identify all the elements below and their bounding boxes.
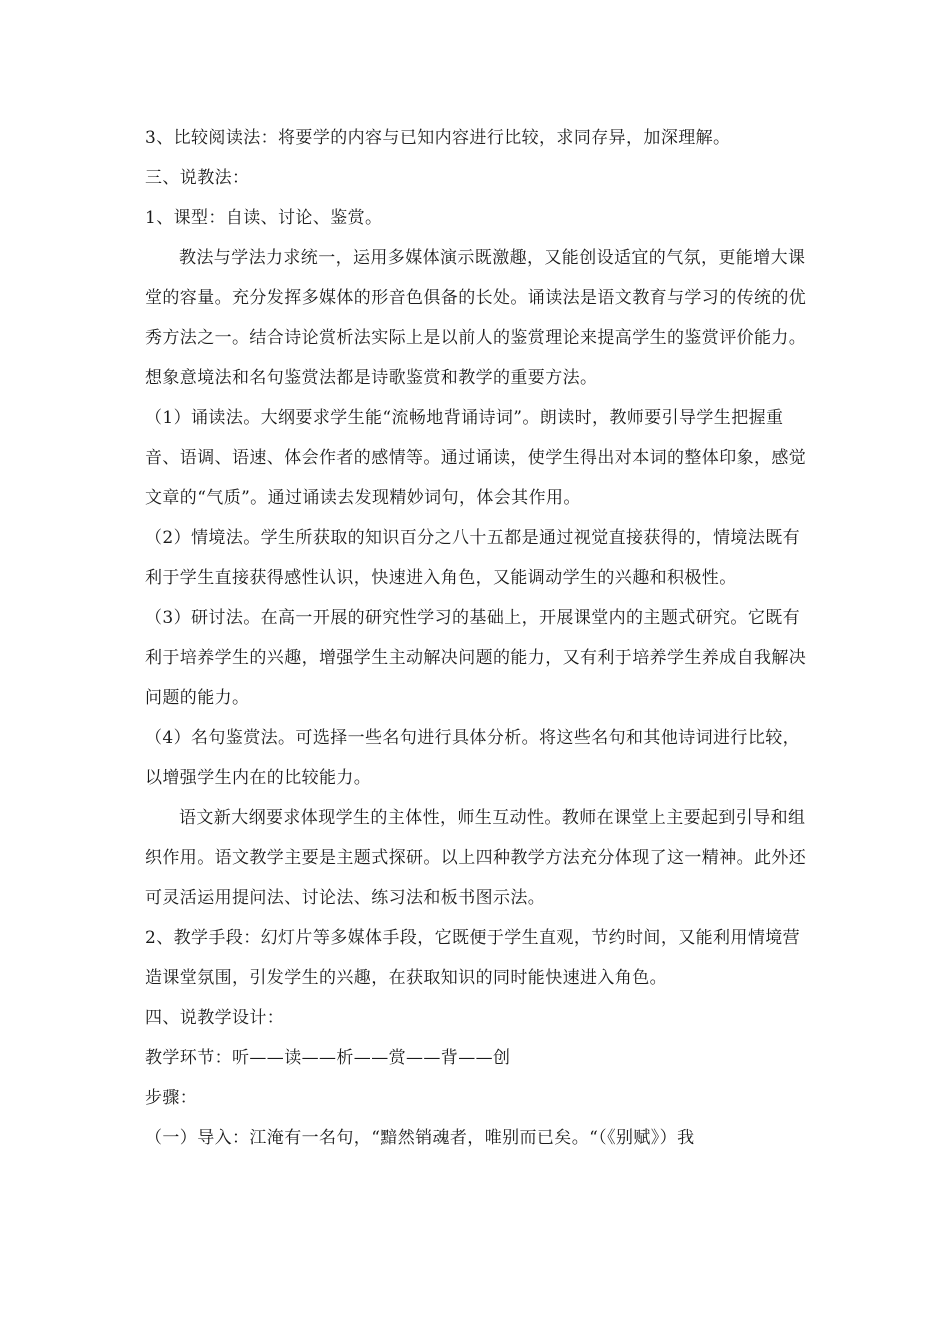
paragraph-famous-lines-method: （4）名句鉴赏法。可选择一些名句进行具体分析。将这些名句和其他诗词进行比较，以增强学生内在的比较能力。 bbox=[145, 728, 801, 788]
paragraph-situation-method: （2）情境法。学生所获取的知识百分之八十五都是通过视觉直接获得的，情境法既有利于学生直接获得感性认识，快速进入角色，又能调动学生的兴趣和积极性。 bbox=[145, 528, 801, 588]
paragraph-lesson-type: 1、课型：自读、讨论、鉴赏。 bbox=[145, 208, 383, 228]
paragraph-methods-overview: 教法与学法力求统一，运用多媒体演示既激趣，又能创设适宜的气氛，更能增大课堂的容量。充分发挥多媒体的形音色俱备的长处。诵读法是语文教育与学习的传统的优秀方法之一。结合诗论赏析法实际上是以前人的鉴赏理论来提高学生的鉴赏评价能力。想象意境法和名句鉴赏法都是诗歌鉴赏和教学的重要方法。 bbox=[145, 248, 807, 388]
paragraph-discussion-method: （3）研讨法。在高一开展的研究性学习的基础上，开展课堂内的主题式研究。它既有利于培养学生的兴趣，增强学生主动解决问题的能力，又有利于培养学生养成自我解决问题的能力。 bbox=[145, 608, 807, 708]
paragraph-steps-label: 步骤： bbox=[145, 1088, 198, 1108]
paragraph-teaching-stages: 教学环节：听——读——析——赏——背——创 bbox=[145, 1048, 511, 1068]
paragraph-recitation-method: （1）诵读法。大纲要求学生能“流畅地背诵诗词”。朗读时，教师要引导学生把握重音、语调、语速、体会作者的感情等。通过诵读，使学生得出对本词的整体印象，感觉文章的“气质”。通过诵读去发现精妙词句，体会其作用。 bbox=[145, 408, 807, 508]
paragraph-comparative-reading: 3、比较阅读法：将要学的内容与已知内容进行比较，求同存异，加深理解。 bbox=[145, 128, 731, 148]
paragraph-introduction-step: （一）导入：江淹有一名句，“黯然销魂者，唯别而已矣。“（《别赋》）我 bbox=[145, 1128, 695, 1148]
paragraph-new-syllabus: 语文新大纲要求体现学生的主体性，师生互动性。教师在课堂上主要起到引导和组织作用。语文教学主要是主题式探研。以上四种教学方法充分体现了这一精神。此外还可灵活运用提问法、讨论法、练习法和板书图示法。 bbox=[145, 808, 807, 908]
heading-teaching-design: 四、说教学设计： bbox=[145, 1008, 285, 1028]
document-body bbox=[145, 118, 807, 1158]
heading-teaching-methods: 三、说教法： bbox=[145, 168, 250, 188]
paragraph-teaching-means: 2、教学手段：幻灯片等多媒体手段，它既便于学生直观，节约时间，又能利用情境营造课堂氛围，引发学生的兴趣，在获取知识的同时能快速进入角色。 bbox=[145, 928, 801, 988]
